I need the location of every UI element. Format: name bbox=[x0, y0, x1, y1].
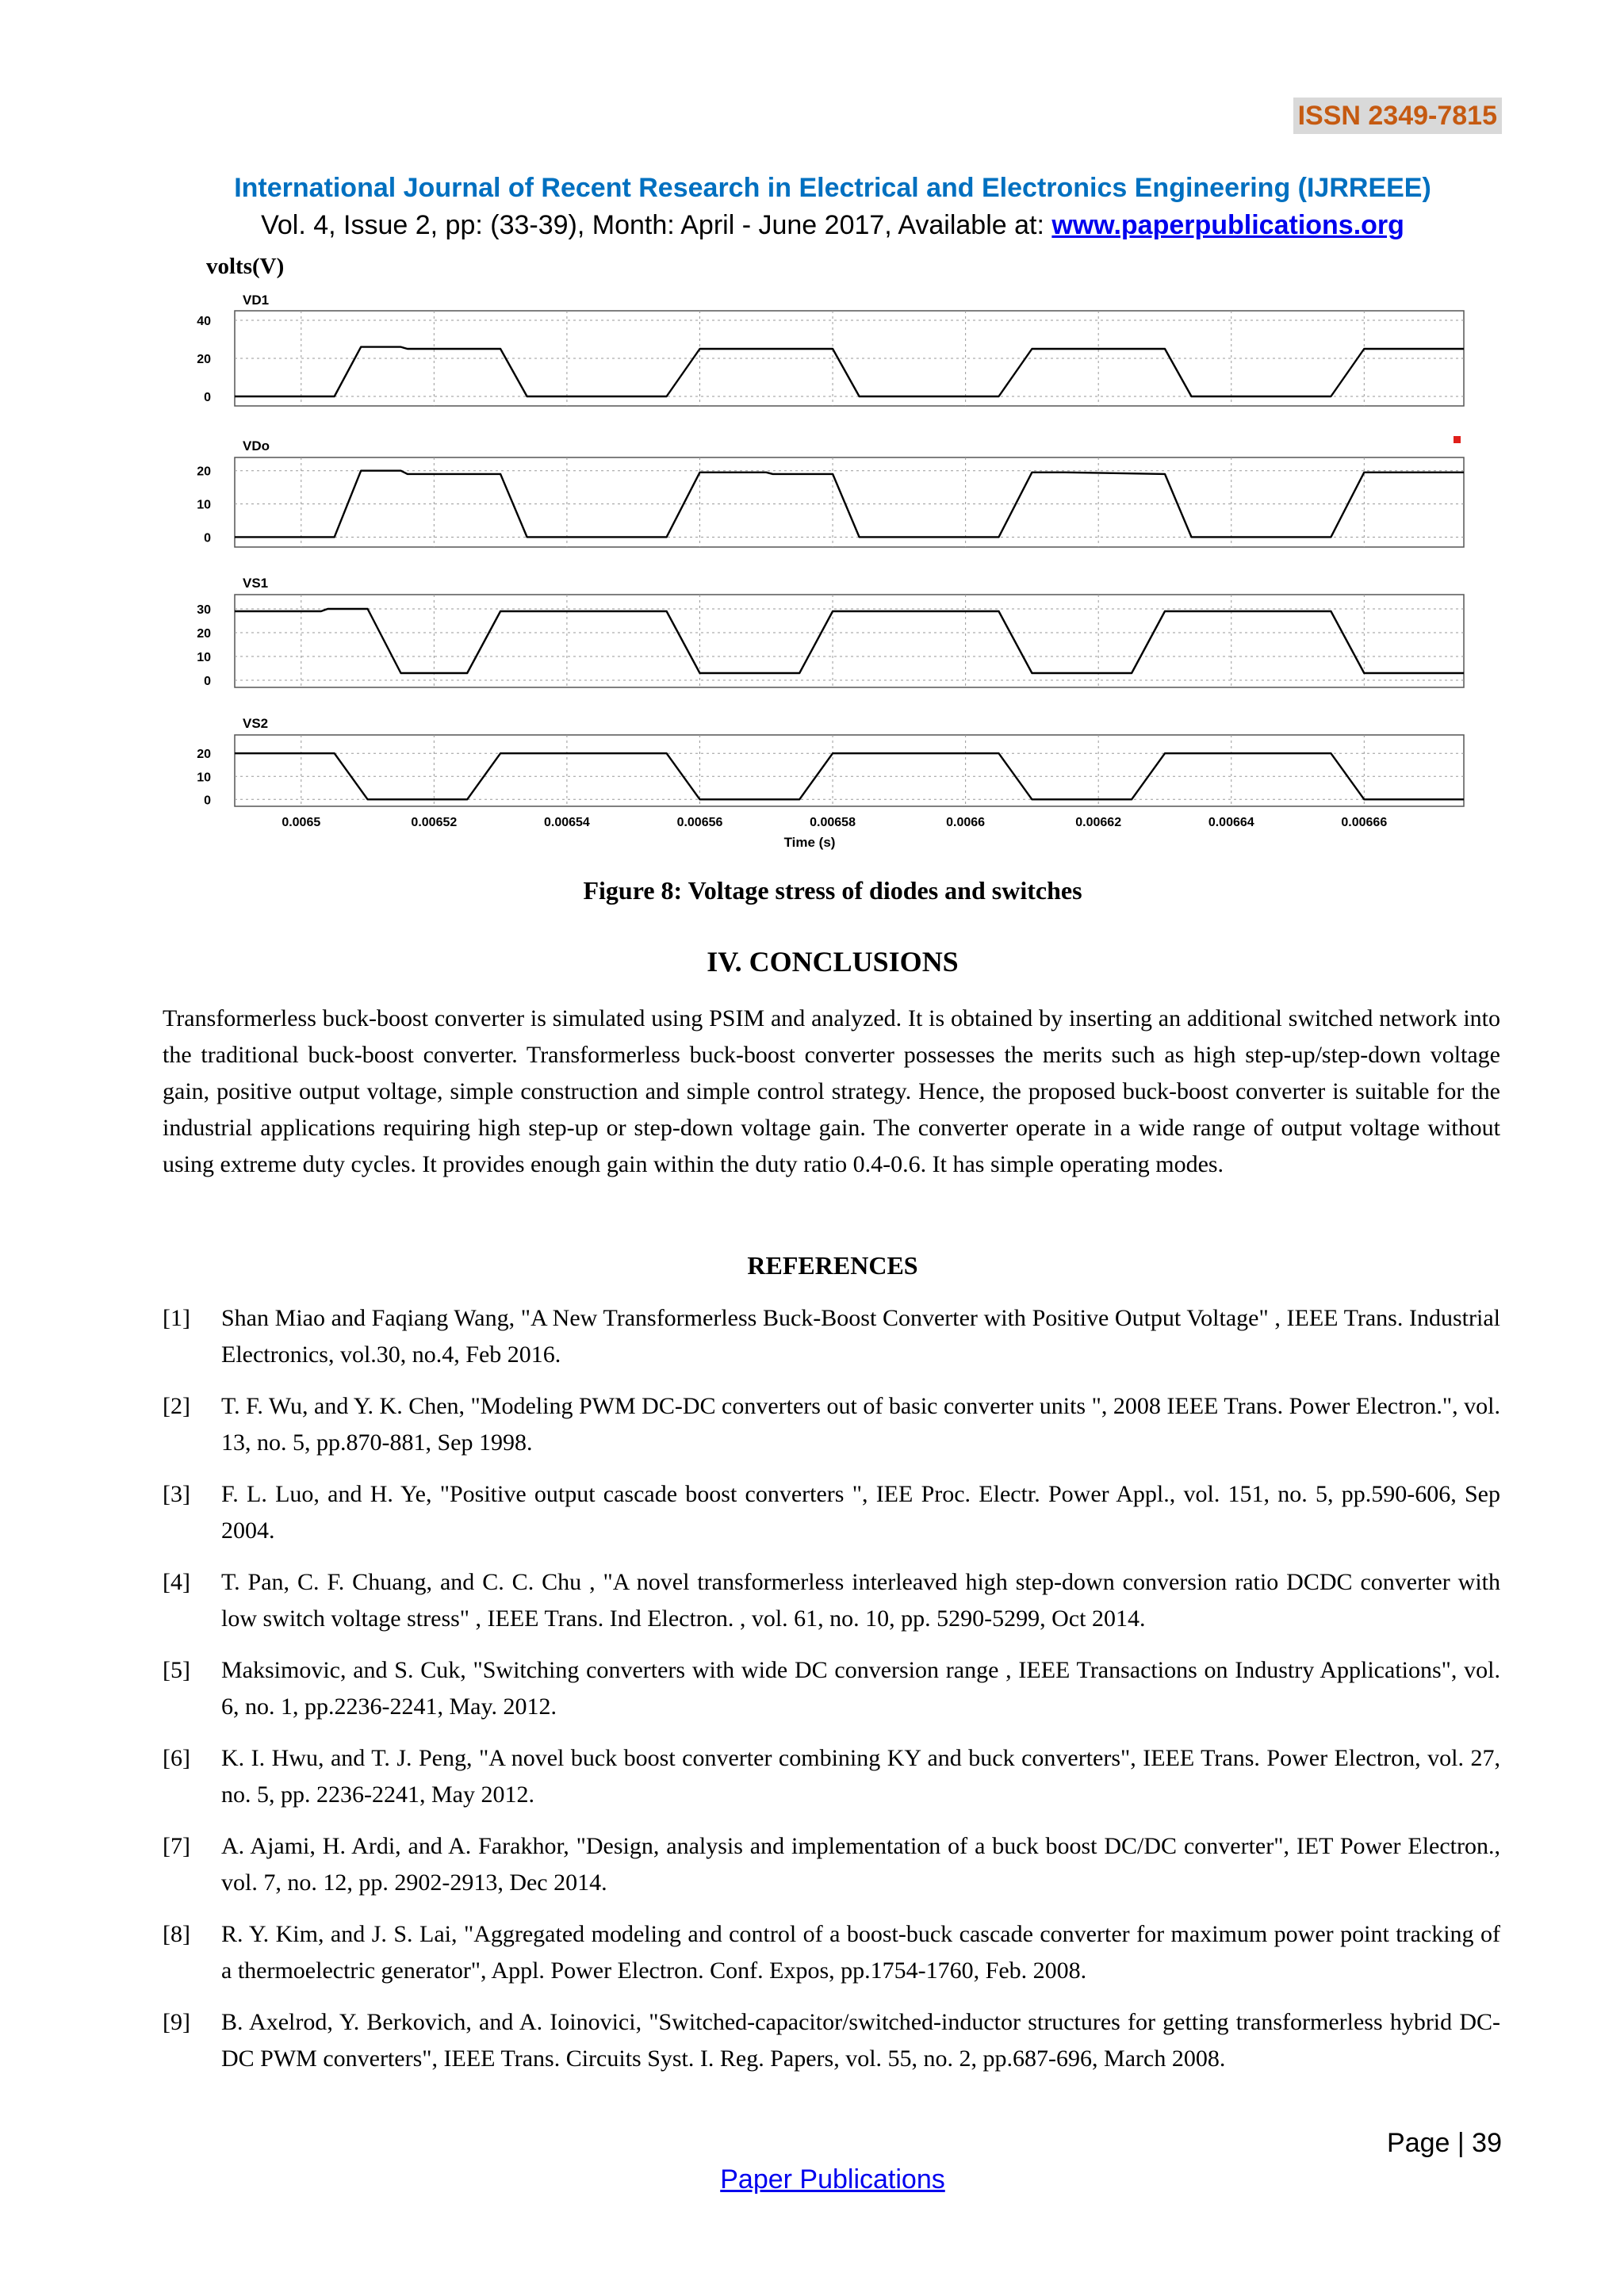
y-tick-label: 20 bbox=[197, 748, 211, 762]
reference-text: Maksimovic, and S. Cuk, "Switching converters with wide DC conversion range , IEEE Transactions on Industry Applications", vol. 6, no. 1, pp.2236-2241, May. 2012. bbox=[221, 1657, 1500, 1720]
reference-text: R. Y. Kim, and J. S. Lai, "Aggregated modeling and control of a boost-buck cascade converter for maximum power point tracking of a thermoelectric generator", Appl. Power Electron. Conf. Expos, pp.1754-1760, Feb. 2008. bbox=[221, 1921, 1500, 1984]
reference-number: [3] bbox=[163, 1481, 190, 1507]
reference-number: [7] bbox=[163, 1833, 190, 1859]
voltage-stress-figure bbox=[187, 287, 1472, 858]
x-tick-label: 0.00658 bbox=[810, 816, 856, 829]
y-tick-label: 0 bbox=[204, 391, 211, 404]
y-tick-label: 20 bbox=[197, 627, 211, 641]
y-tick-label: 10 bbox=[197, 651, 211, 664]
reference-text: A. Ajami, H. Ardi, and A. Farakhor, "Design, analysis and implementation of a buck boost DC/DC converter", IET Power Electron., vol. 7, no. 12, pp. 2902-2913, Dec 2014. bbox=[221, 1833, 1500, 1896]
y-tick-label: 20 bbox=[197, 465, 211, 479]
section-heading: IV. CONCLUSIONS bbox=[707, 946, 959, 978]
x-tick-label: 0.00652 bbox=[411, 816, 458, 829]
y-tick-label: 10 bbox=[197, 498, 211, 512]
footer bbox=[0, 2164, 1624, 2195]
y-tick-label: 40 bbox=[197, 315, 211, 328]
reference-item bbox=[163, 1564, 1500, 1637]
y-tick-label: 20 bbox=[197, 353, 211, 366]
panel-frame bbox=[235, 735, 1464, 806]
reference-number: [4] bbox=[163, 1569, 190, 1595]
reference-number: [5] bbox=[163, 1657, 190, 1683]
references-heading: REFERENCES bbox=[747, 1251, 918, 1280]
series-label: VS2 bbox=[243, 716, 269, 731]
y-tick-label: 0 bbox=[204, 794, 211, 808]
journal-info-text: Vol. 4, Issue 2, pp: (33-39), Month: April - June 2017, Available at: bbox=[261, 210, 1052, 240]
journal-title: International Journal of Recent Research in Electrical and Electronics Engineering (IJRREEE) bbox=[234, 173, 1431, 203]
figure-y-unit-label: volts(V) bbox=[206, 254, 285, 279]
reference-item bbox=[163, 1740, 1500, 1813]
reference-item bbox=[163, 2004, 1500, 2077]
reference-item bbox=[163, 1476, 1500, 1549]
y-tick-label: 30 bbox=[197, 603, 211, 617]
reference-text: B. Axelrod, Y. Berkovich, and A. Ioinovici, "Switched-capacitor/switched-inductor structures for getting transformerless hybrid DC-DC PWM converters", IEEE Trans. Circuits Syst. I. Reg. Papers, vol. 55, no. 2, pp.687-696, March 2008. bbox=[221, 2009, 1500, 2072]
reference-text: Shan Miao and Faqiang Wang, "A New Transformerless Buck-Boost Converter with Positive Output Voltage" , IEEE Trans. Industrial Electronics, vol.30, no.4, Feb 2016. bbox=[221, 1305, 1500, 1368]
series-label: VDo bbox=[243, 438, 270, 453]
reference-item bbox=[163, 1652, 1500, 1725]
figure-caption: Figure 8: Voltage stress of diodes and switches bbox=[583, 876, 1082, 905]
y-tick-label: 0 bbox=[204, 675, 211, 688]
journal-info bbox=[0, 210, 1624, 241]
y-tick-label: 10 bbox=[197, 771, 211, 785]
x-tick-label: 0.00654 bbox=[543, 816, 590, 829]
issn-badge: ISSN 2349-7815 bbox=[1293, 98, 1502, 134]
reference-text: F. L. Luo, and H. Ye, "Positive output cascade boost converters ", IEE Proc. Electr. Power Appl., vol. 151, no. 5, pp.590-606, Sep 2004. bbox=[221, 1481, 1500, 1544]
reference-text: K. I. Hwu, and T. J. Peng, "A novel buck boost converter combining KY and buck converters", IEEE Trans. Power Electron, vol. 27, no. 5, pp. 2236-2241, May 2012. bbox=[221, 1745, 1500, 1808]
reference-number: [8] bbox=[163, 1921, 190, 1947]
conclusion-paragraph: Transformerless buck-boost converter is simulated using PSIM and analyzed. It is obtained by inserting an additional switched network into the traditional buck-boost converter. Transformerless buck-boost converter possesses the merits such as high step-up/step-down voltage gain, positive output voltage, simple construction and simple control strategy. Hence, the proposed buck-boost converter is suitable for the industrial applications requiring high step-up or step-down voltage gain. The converter operate in a wide range of output voltage without using extreme duty cycles. It provides enough gain within the duty ratio 0.4-0.6. It has simple operating modes. bbox=[163, 1005, 1500, 1177]
red-marker bbox=[1454, 436, 1461, 443]
reference-number: [2] bbox=[163, 1393, 190, 1419]
x-axis-label: Time (s) bbox=[783, 835, 836, 850]
x-tick-label: 0.00666 bbox=[1341, 816, 1388, 829]
journal-link[interactable]: www.paperpublications.org bbox=[1051, 210, 1404, 240]
publisher-link[interactable]: Paper Publications bbox=[720, 2164, 945, 2195]
x-tick-label: 0.0065 bbox=[282, 816, 321, 829]
series-label: VD1 bbox=[243, 293, 270, 308]
reference-item bbox=[163, 1300, 1500, 1373]
reference-number: [6] bbox=[163, 1745, 190, 1771]
reference-text: T. F. Wu, and Y. K. Chen, "Modeling PWM DC-DC converters out of basic converter units ", 2008 IEEE Trans. Power Electron.", vol. 13, no. 5, pp.870-881, Sep 1998. bbox=[221, 1393, 1500, 1456]
page-number: Page | 39 bbox=[1387, 2128, 1502, 2158]
reference-number: [9] bbox=[163, 2009, 190, 2035]
reference-item bbox=[163, 1916, 1500, 1989]
reference-number: [1] bbox=[163, 1305, 190, 1331]
series-label: VS1 bbox=[243, 576, 269, 591]
reference-item bbox=[163, 1828, 1500, 1901]
y-tick-label: 0 bbox=[204, 531, 211, 545]
reference-text: T. Pan, C. F. Chuang, and C. C. Chu , "A novel transformerless interleaved high step-down conversion ratio DCDC converter with low switch voltage stress" , IEEE Trans. Ind Electron. , vol. 61, no. 10, pp. 5290-5299, Oct 2014. bbox=[221, 1569, 1500, 1632]
x-tick-label: 0.00662 bbox=[1075, 816, 1122, 829]
x-tick-label: 0.00656 bbox=[676, 816, 723, 829]
reference-item bbox=[163, 1388, 1500, 1461]
x-tick-label: 0.00664 bbox=[1208, 816, 1254, 829]
x-tick-label: 0.0066 bbox=[946, 816, 986, 829]
references-list bbox=[163, 1300, 1500, 2092]
